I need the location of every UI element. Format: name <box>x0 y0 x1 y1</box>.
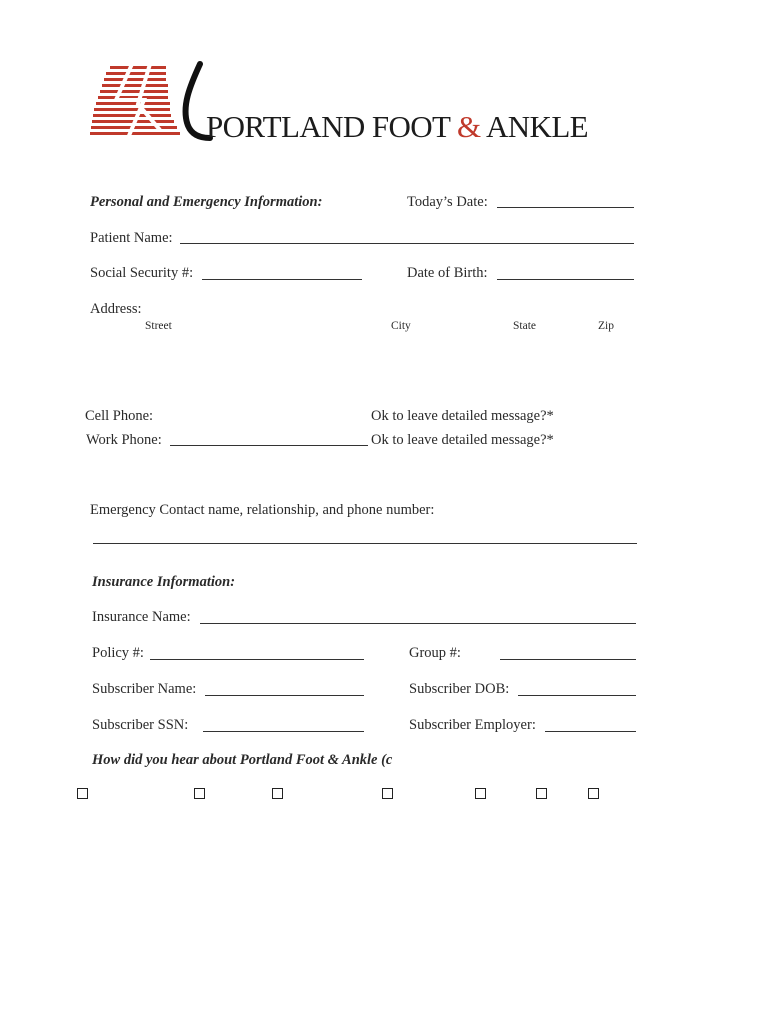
personal-heading: Personal and Emergency Information: <box>90 194 323 210</box>
state-label: State <box>513 320 536 332</box>
work-message-label: Ok to leave detailed message?* <box>371 432 554 448</box>
referral-checkbox-1[interactable] <box>77 788 88 799</box>
emergency-contact-field[interactable] <box>93 543 637 544</box>
logo-icon <box>88 60 218 142</box>
logo-ampersand: & <box>456 109 481 144</box>
referral-checkbox-4[interactable] <box>382 788 393 799</box>
subscriber-employer-label: Subscriber Employer: <box>409 717 536 733</box>
cell-phone-label: Cell Phone: <box>85 408 154 424</box>
patient-name-field[interactable] <box>180 243 634 244</box>
insurance-heading: Insurance Information: <box>92 574 236 590</box>
subscriber-ssn-label: Subscriber SSN: <box>92 717 189 733</box>
subscriber-dob-field[interactable] <box>518 695 636 696</box>
insurance-name-label: Insurance Name: <box>92 609 191 625</box>
referral-checkbox-5[interactable] <box>475 788 486 799</box>
ssn-field[interactable] <box>202 279 362 280</box>
patient-name-label: Patient Name: <box>90 230 173 246</box>
referral-checkbox-2[interactable] <box>194 788 205 799</box>
work-phone-field[interactable] <box>170 445 368 446</box>
street-label: Street <box>145 320 172 332</box>
dob-label: Date of Birth: <box>407 265 488 281</box>
insurance-name-field[interactable] <box>200 623 636 624</box>
city-label: City <box>391 320 411 332</box>
logo-wordmark <box>206 109 588 145</box>
todays-date-label: Today’s Date: <box>407 194 488 210</box>
zip-label: Zip <box>598 320 614 332</box>
work-phone-label: Work Phone: <box>86 432 162 448</box>
logo-name-part2: ANKLE <box>485 109 588 144</box>
policy-field[interactable] <box>150 659 364 660</box>
policy-label: Policy #: <box>92 645 144 661</box>
logo-name-part1: PORTLAND FOOT <box>206 109 450 144</box>
subscriber-dob-label: Subscriber DOB: <box>409 681 510 697</box>
referral-checkbox-7[interactable] <box>588 788 599 799</box>
group-label: Group #: <box>409 645 461 661</box>
referral-question: How did you hear about Portland Foot & Ankle (c <box>92 752 393 768</box>
cell-message-label: Ok to leave detailed message?* <box>371 408 554 424</box>
subscriber-ssn-field[interactable] <box>203 731 364 732</box>
subscriber-name-field[interactable] <box>205 695 364 696</box>
referral-checkbox-3[interactable] <box>272 788 283 799</box>
referral-checkbox-6[interactable] <box>536 788 547 799</box>
subscriber-employer-field[interactable] <box>545 731 636 732</box>
dob-field[interactable] <box>497 279 634 280</box>
emergency-contact-label: Emergency Contact name, relationship, and phone number: <box>90 502 435 518</box>
todays-date-field[interactable] <box>497 207 634 208</box>
subscriber-name-label: Subscriber Name: <box>92 681 197 697</box>
ssn-label: Social Security #: <box>90 265 194 281</box>
group-field[interactable] <box>500 659 636 660</box>
address-label: Address: <box>90 301 142 317</box>
